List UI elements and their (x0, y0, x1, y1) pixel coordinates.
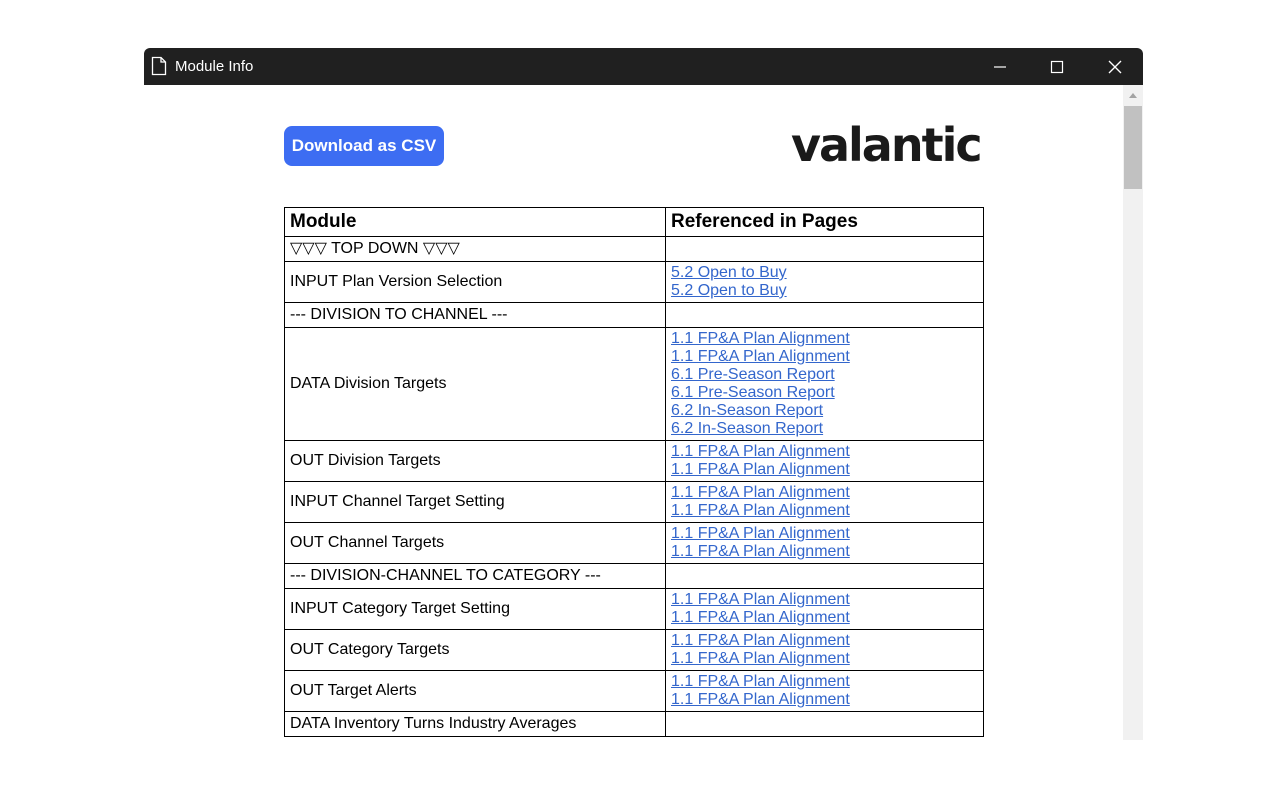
page-reference-link[interactable]: 6.1 Pre-Season Report (671, 366, 835, 383)
references-cell (666, 328, 984, 441)
page-reference-link[interactable]: 1.1 FP&A Plan Alignment (671, 609, 850, 626)
page-reference-link[interactable]: 6.2 In-Season Report (671, 420, 824, 437)
page-reference-link[interactable]: 1.1 FP&A Plan Alignment (671, 484, 850, 501)
module-cell: OUT Category Targets (285, 630, 666, 671)
references-cell (666, 441, 984, 482)
references-cell (666, 237, 984, 262)
page-reference-link[interactable]: 1.1 FP&A Plan Alignment (671, 632, 850, 649)
module-cell: OUT Channel Targets (285, 523, 666, 564)
table-row (285, 671, 984, 712)
title-bar[interactable] (144, 48, 1143, 85)
module-cell: ▽▽▽ TOP DOWN ▽▽▽ (285, 237, 666, 262)
table-body (285, 237, 984, 737)
document-icon (151, 56, 167, 76)
references-cell (666, 523, 984, 564)
page-reference-link[interactable]: 1.1 FP&A Plan Alignment (671, 591, 850, 608)
table-row (285, 523, 984, 564)
page-reference-link[interactable]: 1.1 FP&A Plan Alignment (671, 691, 850, 708)
page-reference-link[interactable]: 1.1 FP&A Plan Alignment (671, 330, 850, 347)
scroll-up-arrow-icon[interactable] (1123, 85, 1143, 105)
references-cell (666, 671, 984, 712)
table-header-row (285, 208, 984, 237)
table-row (285, 237, 984, 262)
maximize-icon (1050, 60, 1064, 74)
module-info-window (144, 48, 1143, 740)
module-cell: DATA Division Targets (285, 328, 666, 441)
window-title: Module Info (175, 58, 254, 75)
module-cell: --- DIVISION TO CHANNEL --- (285, 303, 666, 328)
page-reference-link[interactable]: 1.1 FP&A Plan Alignment (671, 543, 850, 560)
page-reference-link[interactable]: 6.2 In-Season Report (671, 402, 824, 419)
references-cell (666, 712, 984, 737)
references-cell (666, 589, 984, 630)
page-reference-link[interactable]: 5.2 Open to Buy (671, 282, 787, 299)
module-cell: INPUT Channel Target Setting (285, 482, 666, 523)
table-row (285, 564, 984, 589)
module-cell: OUT Target Alerts (285, 671, 666, 712)
page-reference-link[interactable]: 1.1 FP&A Plan Alignment (671, 673, 850, 690)
header-module: Module (285, 208, 666, 237)
page-reference-link[interactable]: 1.1 FP&A Plan Alignment (671, 525, 850, 542)
module-cell: INPUT Category Target Setting (285, 589, 666, 630)
table-row (285, 630, 984, 671)
page-reference-link[interactable]: 1.1 FP&A Plan Alignment (671, 502, 850, 519)
table-row (285, 589, 984, 630)
header-references: Referenced in Pages (666, 208, 984, 237)
references-cell (666, 630, 984, 671)
scrollbar-thumb[interactable] (1124, 106, 1142, 189)
module-cell: --- DIVISION-CHANNEL TO CATEGORY --- (285, 564, 666, 589)
download-csv-button[interactable]: Download as CSV (284, 126, 444, 166)
table-row (285, 441, 984, 482)
minimize-button[interactable] (977, 48, 1023, 85)
page-reference-link[interactable]: 6.1 Pre-Season Report (671, 384, 835, 401)
maximize-button[interactable] (1034, 48, 1080, 85)
minimize-icon (993, 60, 1007, 74)
page-reference-link[interactable]: 1.1 FP&A Plan Alignment (671, 443, 850, 460)
table-row (285, 328, 984, 441)
page-reference-link[interactable]: 1.1 FP&A Plan Alignment (671, 348, 850, 365)
close-button[interactable] (1092, 48, 1138, 85)
close-icon (1108, 60, 1122, 74)
content-area (144, 85, 1123, 740)
vertical-scrollbar[interactable] (1123, 85, 1143, 740)
references-cell (666, 262, 984, 303)
table-row (285, 712, 984, 737)
module-cell: DATA Inventory Turns Industry Averages (285, 712, 666, 737)
table-row (285, 482, 984, 523)
page-reference-link[interactable]: 1.1 FP&A Plan Alignment (671, 461, 850, 478)
valantic-logo: valantic (791, 118, 981, 172)
references-cell (666, 303, 984, 328)
module-table (284, 207, 984, 737)
page-reference-link[interactable]: 1.1 FP&A Plan Alignment (671, 650, 850, 667)
module-cell: INPUT Plan Version Selection (285, 262, 666, 303)
page-reference-link[interactable]: 5.2 Open to Buy (671, 264, 787, 281)
table-row (285, 262, 984, 303)
module-cell: OUT Division Targets (285, 441, 666, 482)
table-row (285, 303, 984, 328)
references-cell (666, 564, 984, 589)
references-cell (666, 482, 984, 523)
